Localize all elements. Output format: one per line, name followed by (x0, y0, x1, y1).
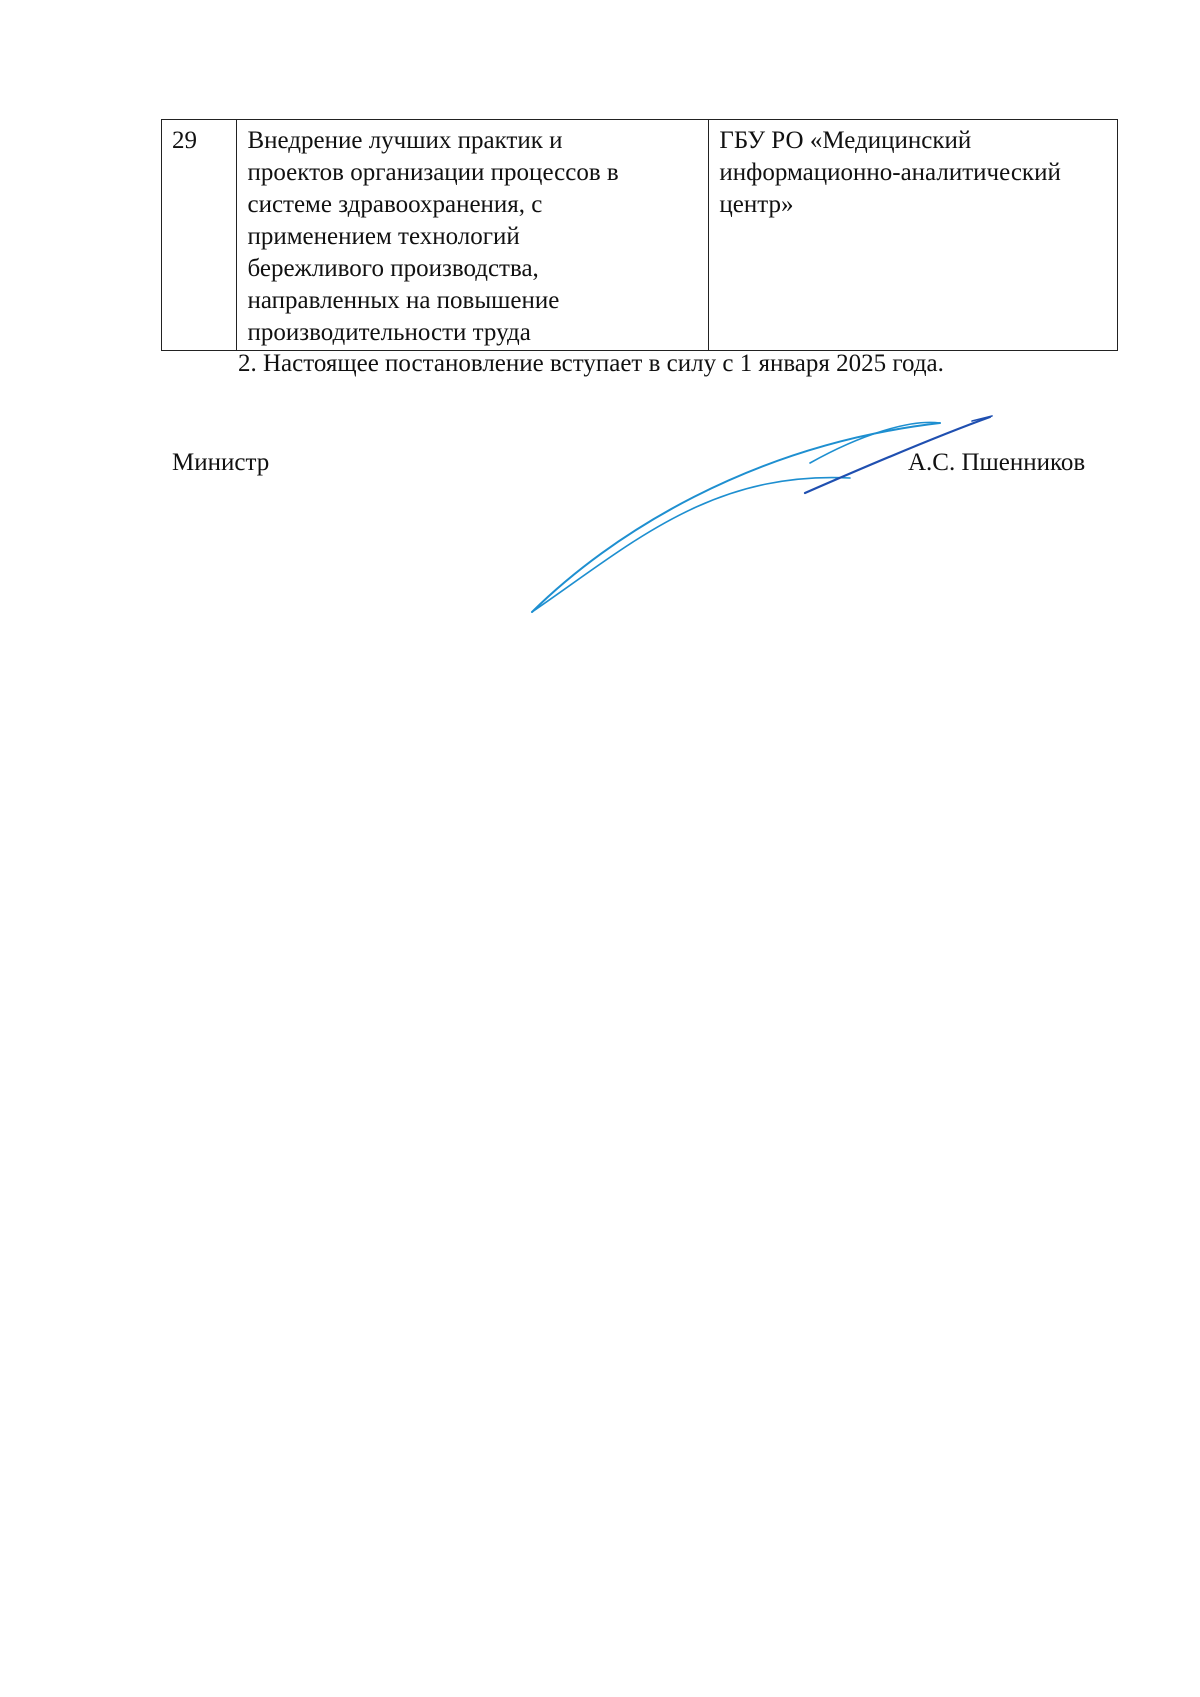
description-line: направленных на повышение (247, 287, 560, 314)
signature-stroke-return (810, 422, 940, 463)
row-number: 29 (172, 127, 197, 154)
signature-stroke-outer (532, 423, 940, 612)
description-line: применением технологий (247, 223, 520, 250)
description-line: бережливого производства, (247, 255, 539, 282)
signatory-name: А.С. Пшенников (908, 449, 1086, 476)
description-line: системе здравоохранения, с (247, 191, 543, 218)
organization-line: ГБУ РО «Медицинский (719, 127, 972, 154)
signatory-role: Министр (172, 449, 270, 476)
row-organization-cell (709, 120, 1118, 351)
table-row (162, 120, 1118, 351)
handwritten-signature (520, 405, 1000, 620)
row-description-cell (237, 120, 709, 351)
organization-line: центр» (719, 191, 794, 218)
clause-2-text: 2. Настоящее постановление вступает в силу с 1 января 2025 года. (238, 350, 944, 377)
row-number-cell (162, 120, 237, 351)
description-line: производительности труда (247, 319, 531, 346)
description-line: проектов организации процессов в (247, 159, 619, 186)
measures-table (161, 119, 1118, 351)
organization-line: информационно-аналитический (719, 159, 1061, 186)
description-line: Внедрение лучших практик и (247, 127, 563, 154)
